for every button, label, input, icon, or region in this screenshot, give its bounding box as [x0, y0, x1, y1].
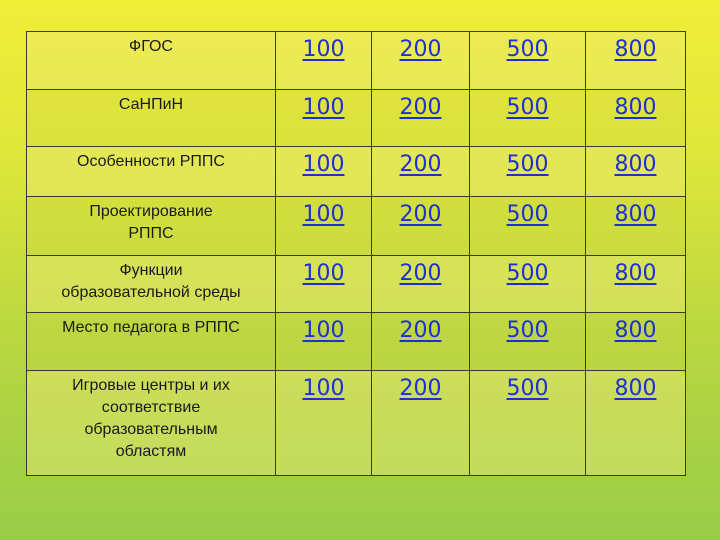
value-link-800[interactable]: 800: [614, 261, 657, 286]
value-link-500[interactable]: 500: [506, 261, 549, 286]
category-label-line: Проектирование: [89, 203, 213, 220]
value-link-200[interactable]: 200: [399, 95, 442, 120]
category-label: Особенности РППС: [77, 153, 225, 170]
value-link-500[interactable]: 500: [506, 318, 549, 343]
category-cell: [27, 256, 276, 313]
category-label-line: образовательным: [84, 421, 218, 438]
jeopardy-board: [26, 31, 686, 476]
value-link-800[interactable]: 800: [614, 318, 657, 343]
board-row-rpps-design: [27, 197, 686, 256]
value-link-200[interactable]: 200: [399, 152, 442, 177]
value-link-800[interactable]: 800: [614, 37, 657, 62]
value-link-200[interactable]: 200: [399, 37, 442, 62]
category-label: ФГОС: [129, 38, 173, 55]
category-label-line: образовательной среды: [61, 284, 241, 301]
board-row-fgos: [27, 32, 686, 90]
value-link-200[interactable]: 200: [399, 376, 442, 401]
category-label-line: Функции: [119, 262, 183, 279]
board-row-play-centers: [27, 371, 686, 476]
board-row-environment-functions: [27, 256, 686, 313]
category-label: СаНПиН: [118, 96, 184, 113]
value-link-100[interactable]: 100: [302, 261, 345, 286]
category-label-line: Игровые центры и их: [72, 377, 230, 394]
category-cell: [27, 32, 276, 90]
value-link-800[interactable]: 800: [614, 202, 657, 227]
category-label: Место педагога в РППС: [62, 319, 240, 336]
value-link-800[interactable]: 800: [614, 376, 657, 401]
category-label-line: областям: [115, 443, 187, 460]
category-cell: [27, 313, 276, 371]
category-cell: [27, 90, 276, 147]
value-link-100[interactable]: 100: [302, 376, 345, 401]
value-link-500[interactable]: 500: [506, 202, 549, 227]
category-cell: [27, 197, 276, 256]
value-link-500[interactable]: 500: [506, 37, 549, 62]
value-link-100[interactable]: 100: [302, 152, 345, 177]
board-row-sanpin: [27, 90, 686, 147]
board-row-teacher-place: [27, 313, 686, 371]
category-label-line: РППС: [128, 225, 174, 242]
value-link-200[interactable]: 200: [399, 261, 442, 286]
value-link-100[interactable]: 100: [302, 37, 345, 62]
value-link-100[interactable]: 100: [302, 95, 345, 120]
value-link-200[interactable]: 200: [399, 202, 442, 227]
value-link-500[interactable]: 500: [506, 376, 549, 401]
value-link-800[interactable]: 800: [614, 95, 657, 120]
value-link-100[interactable]: 100: [302, 202, 345, 227]
category-cell: [27, 371, 276, 476]
value-link-500[interactable]: 500: [506, 95, 549, 120]
category-label-line: соответствие: [101, 399, 201, 416]
value-link-100[interactable]: 100: [302, 318, 345, 343]
value-link-500[interactable]: 500: [506, 152, 549, 177]
value-link-800[interactable]: 800: [614, 152, 657, 177]
category-cell: [27, 147, 276, 197]
board-row-rpps-features: [27, 147, 686, 197]
value-link-200[interactable]: 200: [399, 318, 442, 343]
